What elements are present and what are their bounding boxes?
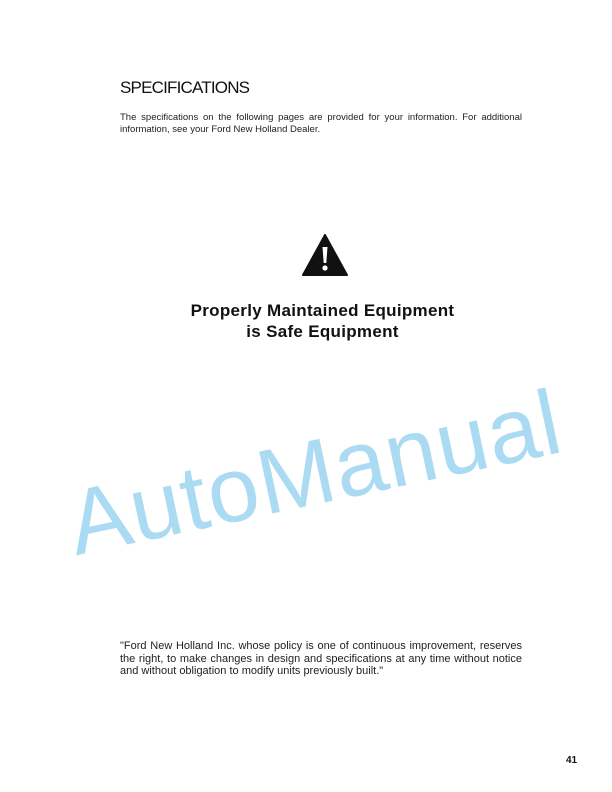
page-heading: SPECIFICATIONS: [120, 78, 250, 97]
safety-slogan: [150, 300, 495, 342]
warning-triangle-icon: [302, 234, 348, 276]
policy-note: "Ford New Holland Inc. whose policy is one of continuous improvement, reserves the right, to make changes in design and specifications at any time without notice and without obligation to modify units previously built.": [120, 640, 522, 678]
watermark: AutoManual: [58, 370, 571, 575]
page-number: 41: [566, 755, 578, 766]
intro-paragraph: The specifications on the following pages are provided for your information. For additional information, see your Ford New Holland Dealer.: [120, 112, 522, 135]
safety-line-1: Properly Maintained Equipment: [190, 301, 455, 320]
safety-line-2: is Safe Equipment: [246, 322, 399, 341]
